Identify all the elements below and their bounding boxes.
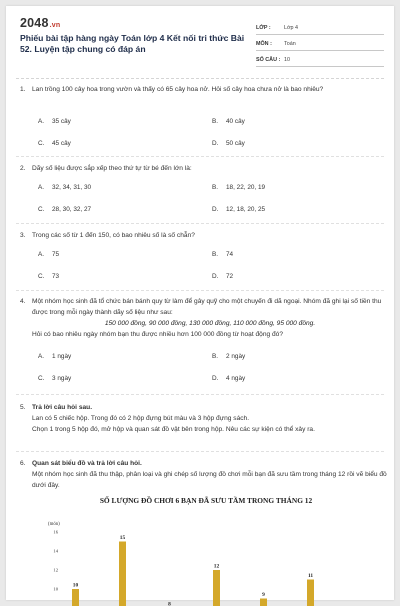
question-2 (20, 163, 388, 174)
option-text: 18, 22, 20, 19 (226, 184, 265, 191)
question-number: 4. (20, 296, 32, 307)
y-tick-label: 12 (53, 568, 58, 573)
divider (16, 78, 384, 79)
meta-value: Lớp 4 (284, 25, 298, 31)
separator (16, 451, 384, 452)
logo-text: 2048 (20, 16, 49, 30)
option-text: 35 cây (52, 118, 71, 125)
question-text: Dãy số liệu được sắp xếp theo thứ tự từ bé đến lớn là: (32, 163, 388, 174)
option-b[interactable] (212, 353, 245, 360)
meta-label: MÔN : (256, 41, 284, 47)
logo-tld: .vn (50, 22, 61, 29)
option-letter: D. (212, 375, 226, 382)
option-letter: D. (212, 140, 226, 147)
y-tick-label: 10 (53, 587, 58, 592)
y-axis-label: (món) (48, 522, 60, 527)
meta-label: SỐ CÂU : (256, 57, 284, 63)
option-letter: C. (38, 140, 52, 147)
option-letter: D. (212, 206, 226, 213)
chart-bar (307, 580, 314, 606)
option-b[interactable] (212, 184, 265, 191)
option-letter: A. (38, 118, 52, 125)
option-letter: B. (212, 251, 226, 258)
chart-title: SỐ LƯỢNG ĐỒ CHƠI 6 BẠN ĐÃ SƯU TẦM TRONG THÁNG 12 (100, 495, 313, 505)
option-text: 32, 34, 31, 30 (52, 184, 91, 191)
option-c[interactable] (38, 206, 91, 213)
option-text: 40 cây (226, 118, 245, 125)
option-letter: A. (38, 251, 52, 258)
option-letter: C. (38, 375, 52, 382)
chart-bar (72, 589, 79, 606)
option-letter: D. (212, 273, 226, 280)
option-c[interactable] (38, 375, 71, 382)
option-letter: C. (38, 273, 52, 280)
bar-data-label: 10 (73, 583, 79, 589)
option-c[interactable] (38, 273, 59, 280)
question-text-2: Chọn 1 trong 5 hộp đó, mở hộp và quan sát đồ vật bên trong hộp. Nêu các sự kiện có thể xảy ra. (32, 424, 388, 435)
option-text: 2 ngày (226, 353, 245, 360)
question-text: Trong các số từ 1 đến 150, có bao nhiêu số là số chẵn? (32, 230, 388, 241)
option-a[interactable] (38, 251, 59, 258)
y-tick-label: 14 (53, 549, 58, 554)
option-text: 28, 30, 32, 27 (52, 206, 91, 213)
data-line: 150 000 đồng, 90 000 đồng, 130 000 đồng, 110 000 đồng, 95 000 đồng. (32, 318, 388, 329)
question-text: Một nhóm học sinh đã thu thập, phân loại và ghi chép số lượng đồ chơi mỗi bạn đã sưu tầm trong tháng 12 rồi vẽ biểu đồ dưới đây. (32, 469, 388, 491)
bar-chart (36, 494, 376, 606)
option-text: 1 ngày (52, 353, 71, 360)
separator (16, 394, 384, 395)
question-number: 5. (20, 402, 32, 413)
question-1 (20, 84, 388, 95)
meta-value: Toán (284, 41, 296, 47)
option-letter: C. (38, 206, 52, 213)
question-text: Một nhóm học sinh đã tổ chức bán bánh quy từ làm để gây quỹ cho một chuyến đi dã ngoại. Nhóm đã ghi lại số tiền thu được trong mỗi ngày thành dãy số liệu như sau: (32, 296, 388, 318)
logo[interactable] (20, 16, 60, 30)
question-text: Lan có 5 chiếc hộp. Trong đó có 2 hộp đựng bút màu và 3 hộp đựng sách. (32, 413, 388, 424)
question-number: 6. (20, 458, 32, 469)
question-heading: Quan sát biểu đồ và trả lời câu hỏi. (32, 458, 388, 469)
option-a[interactable] (38, 353, 71, 360)
option-letter: A. (38, 184, 52, 191)
page-title: Phiếu bài tập hàng ngày Toán lớp 4 Kết nối tri thức Bài 52. Luyện tập chung có đáp án (20, 33, 245, 55)
question-6 (20, 458, 388, 491)
question-heading: Trả lời câu hỏi sau. (32, 402, 388, 413)
option-text: 75 (52, 251, 59, 258)
question-4 (20, 296, 388, 340)
question-number: 1. (20, 84, 32, 95)
bar-data-label: 9 (262, 592, 265, 598)
option-text: 45 cây (52, 140, 71, 147)
option-b[interactable] (212, 118, 245, 125)
option-letter: B. (212, 118, 226, 125)
option-letter: B. (212, 353, 226, 360)
option-d[interactable] (212, 206, 265, 213)
meta-value: 10 (284, 57, 290, 63)
separator (16, 223, 384, 224)
question-text-2: Hỏi có bao nhiêu ngày nhóm bạn thu được nhiều hơn 100 000 đồng từ hoạt động đó? (32, 329, 388, 340)
option-text: 74 (226, 251, 233, 258)
meta-row-lop (256, 22, 384, 35)
option-text: 4 ngày (226, 375, 245, 382)
meta-row-mon (256, 38, 384, 51)
option-text: 12, 18, 20, 25 (226, 206, 265, 213)
bar-data-label: 8 (168, 602, 171, 606)
separator (16, 156, 384, 157)
option-d[interactable] (212, 273, 233, 280)
question-number: 3. (20, 230, 32, 241)
question-3 (20, 230, 388, 241)
bar-data-label: 12 (214, 564, 220, 570)
question-5 (20, 402, 388, 435)
bar-data-label: 15 (120, 535, 126, 541)
option-letter: B. (212, 184, 226, 191)
option-d[interactable] (212, 140, 245, 147)
chart-svg (36, 494, 376, 606)
option-a[interactable] (38, 118, 71, 125)
bar-data-label: 11 (308, 573, 313, 579)
question-number: 2. (20, 163, 32, 174)
question-text: Lan trồng 100 cây hoa trong vườn và thấy có 65 cây hoa nở. Hỏi số cây hoa chưa nở là bao nhiêu? (32, 84, 388, 95)
meta-row-socau (256, 54, 384, 67)
option-text: 3 ngày (52, 375, 71, 382)
option-d[interactable] (212, 375, 245, 382)
worksheet-page (6, 6, 394, 600)
option-text: 50 cây (226, 140, 245, 147)
header (6, 6, 394, 74)
separator (16, 290, 384, 291)
option-text: 72 (226, 273, 233, 280)
meta-label: LỚP : (256, 25, 284, 31)
chart-bar (260, 599, 267, 606)
option-c[interactable] (38, 140, 71, 147)
chart-bar (213, 570, 220, 606)
option-text: 73 (52, 273, 59, 280)
option-letter: A. (38, 353, 52, 360)
option-a[interactable] (38, 184, 91, 191)
option-b[interactable] (212, 251, 233, 258)
chart-bar (119, 542, 126, 606)
y-tick-label: 16 (53, 530, 58, 535)
meta-box (256, 22, 384, 67)
